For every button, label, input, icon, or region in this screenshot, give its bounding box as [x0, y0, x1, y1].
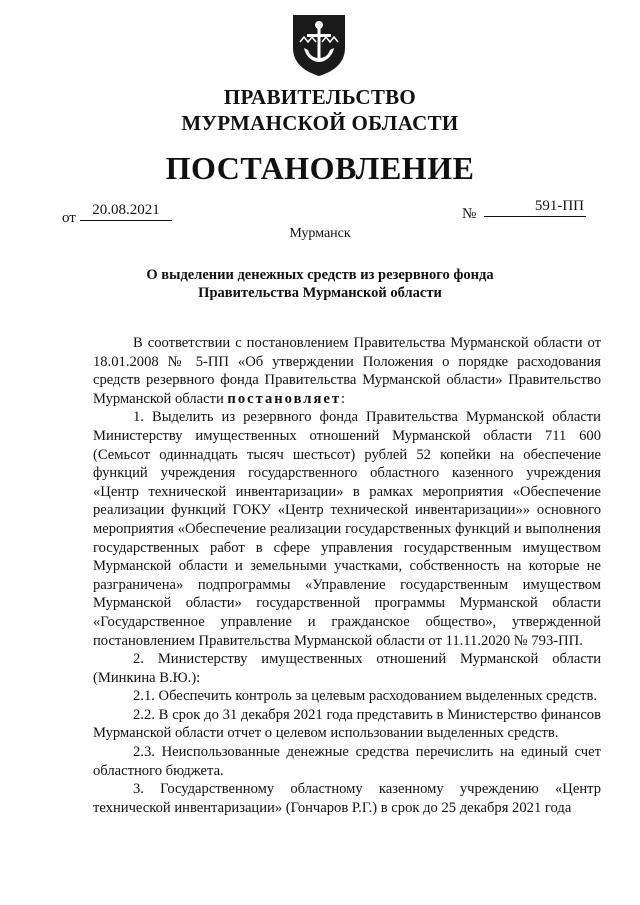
government-line-2: МУРМАНСКОЙ ОБЛАСТИ [181, 111, 459, 135]
paragraph-1: 1. Выделить из резервного фонда Правительства Мурманской области Министерству имущественных отношений Мурманской области 711 600 (Семьсот одиннадцать тысяч шестьсот) рублей 52 копейки на обеспечение функций учреждения государственного областного казенного учреждения «Центр технической инвентаризации» в рамках мероприятия «Обеспечение реализации функций ГОКУ «Центр технической инвентаризации»» основного мероприятия «Обеспечение реализации государственных функций и выполнения государственных работ в сфере управления государственным имуществом Мурманской области и земельными участками, собственность на которые не разграничена» подпрограммы «Управление государственным имуществом Мурманской области» государственной программы Мурманской области «Государственное управление и гражданское общество», утвержденной постановлением Правительства Мурманской области от 11.11.2020 № 793-ПП. [93, 409, 601, 649]
date-value: 20.08.2021 [80, 202, 172, 221]
decree-word: постановляет [227, 390, 342, 407]
city: Мурманск [289, 226, 351, 241]
document-title: ПОСТАНОВЛЕНИЕ [165, 150, 475, 186]
paragraph-2-1: 2.1. Обеспечить контроль за целевым расходованием выделенных средств. [133, 688, 598, 705]
subject-line-1: О выделении денежных средств из резервного фонда [146, 267, 494, 283]
decree-colon: : [341, 390, 346, 407]
date-label: от [62, 210, 76, 226]
government-name [0, 84, 640, 136]
subject-heading [0, 266, 640, 302]
government-line-1: ПРАВИТЕЛЬСТВО [223, 85, 417, 109]
subject-line-2: Правительства Мурманской области [198, 285, 442, 301]
preamble-text: В соответствии с постановлением Правительства Мурманской области от 18.01.2008 № 5-ПП «Об утверждении Положения о порядке расходования средств резервного фонда Правительства Мурманской области» Правительство Мурманской области [93, 335, 601, 407]
preamble-paragraph [93, 334, 601, 408]
document-body [93, 334, 601, 817]
number-value: 591-ПП [484, 198, 586, 217]
paragraph-2-2: 2.2. В срок до 31 декабря 2021 года представить в Министерство финансов Мурманской области отчет о целевом использовании выделенных средств. [93, 706, 601, 742]
paragraph-2: 2. Министерству имущественных отношений Мурманской области (Минкина В.Ю.): [93, 651, 601, 686]
number-label: № [462, 206, 477, 222]
coat-of-arms-icon [290, 12, 348, 78]
paragraph-3: 3. Государственному областному казенному учреждению «Центр технической инвентаризации» (Гончаров Р.Г.) в срок до 25 декабря 2021 года [93, 781, 601, 816]
paragraph-2-3: 2.3. Неиспользованные денежные средства перечислить на единый счет областного бюджета. [93, 744, 601, 779]
